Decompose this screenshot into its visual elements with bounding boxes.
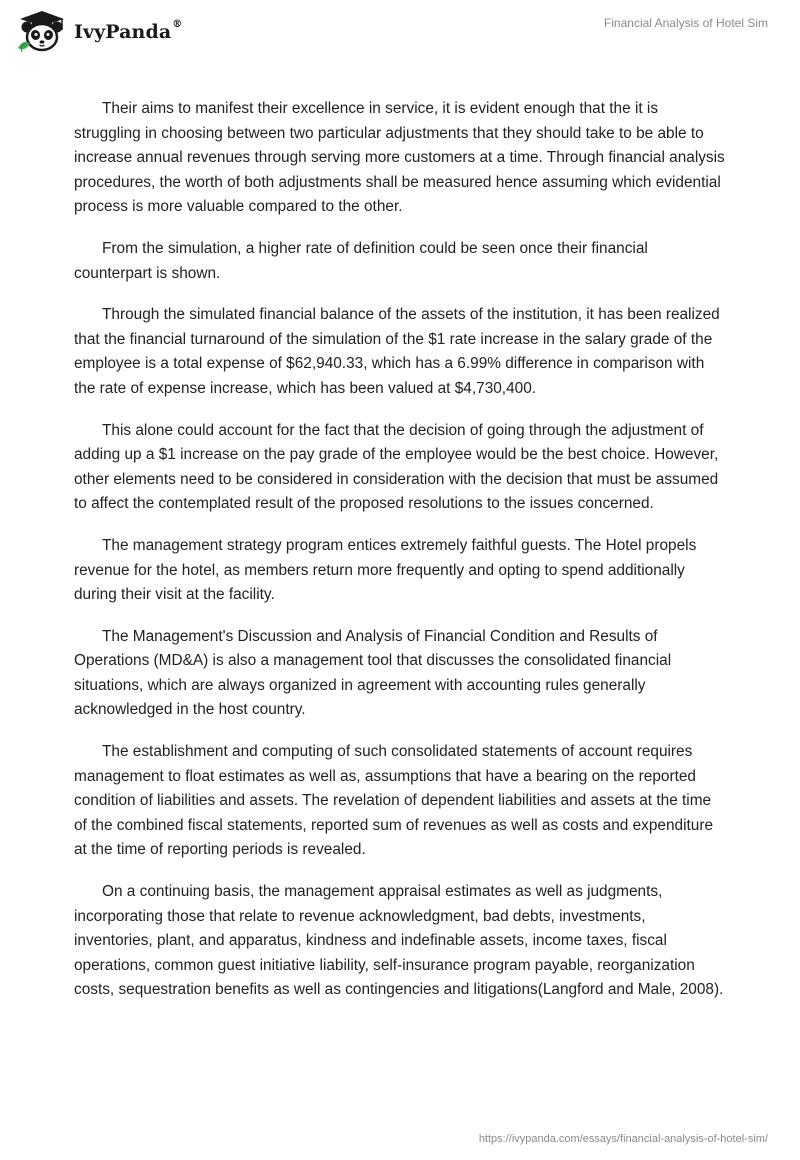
paragraph-7: The establishment and computing of such consolidated statements of account requires management to float estimates as well as, assumptions that have a bearing on the reported condition of liabilities and assets. The revelation of dependent liabilities and assets at the time of the combined fiscal statements, reported sum of revenues as well as costs and expenditure at the time of reporting periods is revealed. [74,743,714,859]
page-header [0,0,800,60]
brand-logo[interactable] [14,8,182,54]
paragraph-5: The management strategy program entices extremely faithful guests. The Hotel propels revenue for the hotel, as members return more frequently and opting to spend additionally during their visit at the facility. [74,536,697,604]
registered-mark: ® [172,19,183,30]
document-title: Financial Analysis of Hotel Sim [603,16,768,30]
paragraph-3: Through the simulated financial balance of the assets of the institution, it has been realized that the financial turnaround of the simulation of the $1 rate increase in the salary grade of the employee is a total expense of $62,940.33, which has a 6.99% difference in comparison with the rate of expense increase, which has been valued at $4,730,400. [74,306,720,397]
paragraph-8: On a continuing basis, the management appraisal estimates as well as judgments, incorporating those that relate to revenue acknowledgment, bad debts, investments, inventories, plant, and apparatus, kindness and indefinable assets, income taxes, fiscal operations, common guest initiative liability, self-insurance program payable, reorganization costs, sequestration benefits as well as contingencies and litigations(Langford and Male, 2008). [74,883,724,999]
panda-graduation-cap-icon [14,8,70,54]
paragraph-2: From the simulation, a higher rate of definition could be seen once their financial counterpart is shown. [74,239,648,282]
paragraph-6: The Management's Discussion and Analysis of Financial Condition and Results of Operations (MD&A) is also a management tool that discusses the consolidated financial situations, which are always organized in agreement with accounting rules generally acknowledged in the host country. [74,627,672,719]
paragraph-1: Their aims to manifest their excellence in service, it is evident enough that the it is struggling in choosing between two particular adjustments that they should take to be able to increase annual revenues through serving more customers at a time. Through financial analysis procedures, the worth of both adjustments shall be measured hence assuming which evidential process is more valuable compared to the other. [74,100,725,216]
brand-name: IvyPanda® [74,19,183,43]
source-url-link[interactable]: https://ivypanda.com/essays/financial-analysis-of-hotel-sim/ [478,1133,768,1145]
paragraph-4: This alone could account for the fact that the decision of going through the adjustment of adding up a $1 increase on the pay grade of the employee would be the best choice. However, other elements need to be considered in consideration with the decision that must be assumed to affect the contemplated result of the proposed resolutions to the issues concerned. [74,421,719,513]
essay-body [74,97,726,1020]
